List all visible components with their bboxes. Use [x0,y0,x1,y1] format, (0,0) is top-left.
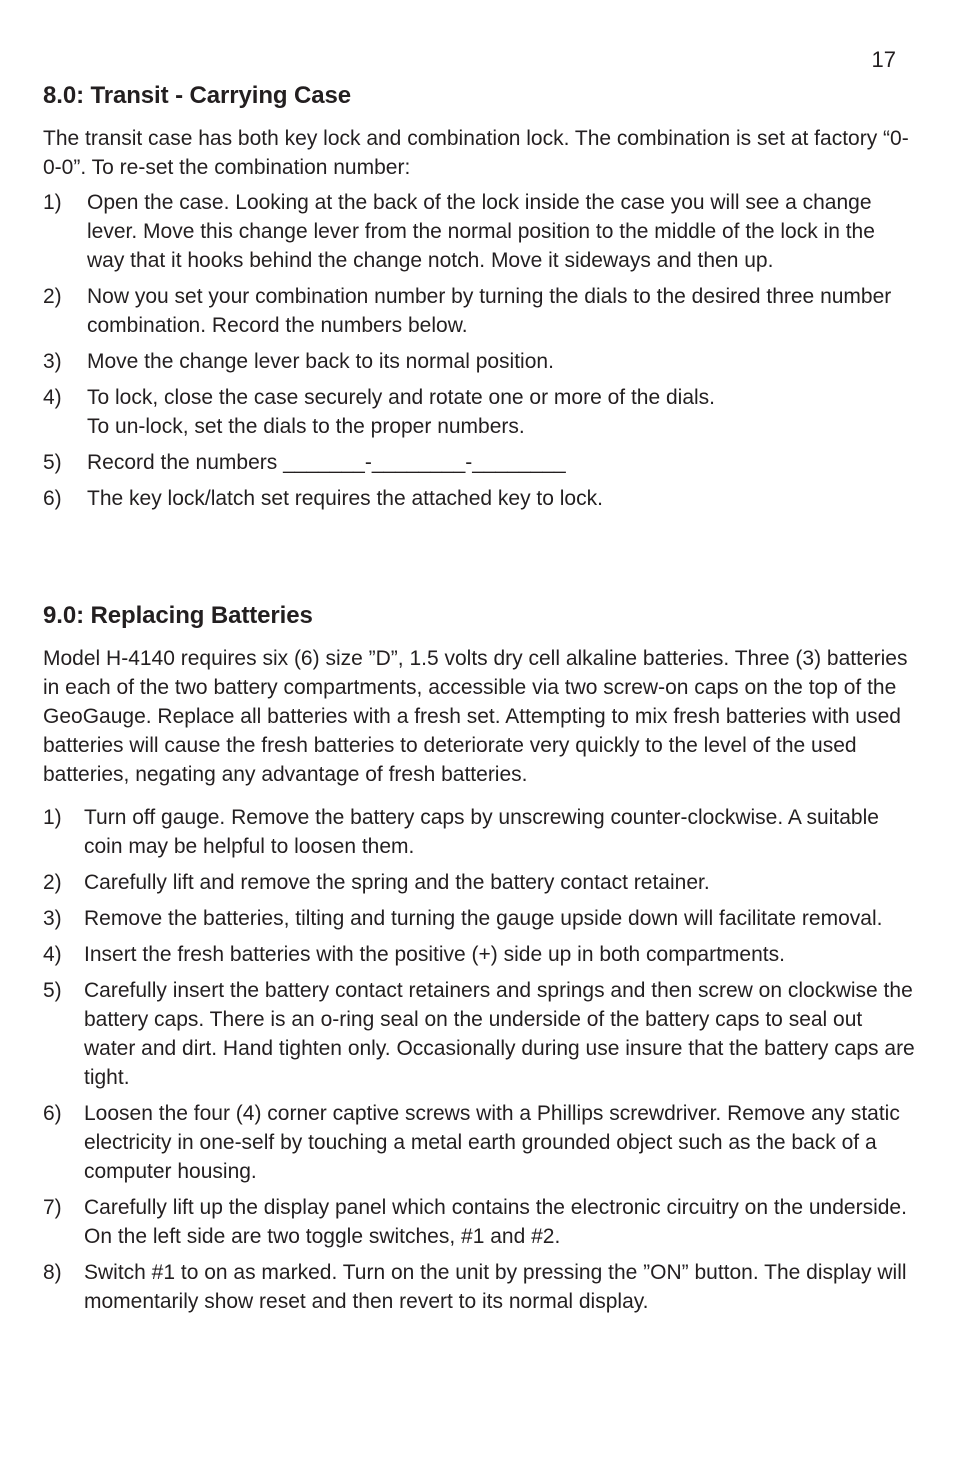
step-text: Record the numbers _______-________-________ [87,451,566,474]
step-text: Turn off gauge. Remove the battery caps by unscrewing counter-clockwise. A suitable coin may be helpful to loosen them. [84,806,879,858]
step-text: Open the case. Looking at the back of the lock inside the case you will see a change lever. Move this change lever from the normal position to the middle of the lock in the way that it hooks behind the change notch. Move it sideways and then up. [87,191,875,272]
list-item [43,1099,915,1186]
step-number: 4) [43,386,62,409]
step-number: 6) [43,487,62,510]
section-intro: The transit case has both key lock and combination lock. The combination is set at factory “0-0-0”. To re-set the combination number: [43,127,909,179]
step-text: Move the change lever back to its normal position. [87,350,554,373]
list-item [43,282,915,340]
step-text: Remove the batteries, tilting and turning the gauge upside down will facilitate removal. [84,907,883,930]
step-number: 8) [43,1261,62,1284]
step-text: Loosen the four (4) corner captive screws with a Phillips screwdriver. Remove any static electricity in one-self by touching a metal earth grounded object such as the back of a computer housing. [84,1102,900,1183]
step-list [43,803,915,1316]
step-text: Switch #1 to on as marked. Turn on the unit by pressing the ”ON” button. The display will momentarily show reset and then revert to its normal display. [84,1261,907,1313]
list-item [43,383,915,441]
step-number: 5) [43,451,62,474]
list-item [43,803,915,861]
step-number: 6) [43,1102,62,1125]
step-number: 1) [43,806,62,829]
section-intro: Model H-4140 requires six (6) size ”D”, 1.5 volts dry cell alkaline batteries. Three (3) batteries in each of the two battery compartments, accessible via two screw-on caps on the top of the GeoGauge. Replace all batteries with a fresh set. Attempting to mix fresh batteries with used batteries will cause the fresh batteries to deteriorate very quickly to the level of the used batteries, negating any advantage of fresh batteries. [43,647,908,786]
list-item [43,448,915,477]
step-text: Now you set your combination number by turning the dials to the desired three number combination. Record the numbers below. [87,285,892,337]
step-number: 2) [43,871,62,894]
step-number: 2) [43,285,62,308]
step-text: Carefully insert the battery contact retainers and springs and then screw on clockwise the battery caps. There is an o-ring seal on the underside of the battery caps to seal out water and dirt. Hand tighten only. Occasionally during use insure that the battery caps are tight. [84,979,915,1089]
list-item [43,1258,915,1316]
list-item [43,868,915,897]
step-text: The key lock/latch set requires the attached key to lock. [87,487,603,510]
section-heading: 9.0: Replacing Batteries [43,602,313,629]
step-number: 3) [43,350,62,373]
list-item [43,484,915,513]
step-text: To lock, close the case securely and rotate one or more of the dials. [87,386,716,409]
section-replacing-batteries [43,600,915,1323]
step-text-group [87,383,915,441]
step-text: Carefully lift and remove the spring and the battery contact retainer. [84,871,710,894]
step-number: 1) [43,191,62,214]
step-number: 7) [43,1196,62,1219]
page-number: 17 [871,47,896,72]
step-number: 3) [43,907,62,930]
step-list [43,188,915,513]
list-item [43,904,915,933]
section-heading: 8.0: Transit - Carrying Case [43,82,351,109]
step-number: 4) [43,943,62,966]
list-item [43,188,915,275]
step-number: 5) [43,979,62,1002]
list-item [43,940,915,969]
step-text: Insert the fresh batteries with the positive (+) side up in both compartments. [84,943,785,966]
step-text-continued: To un-lock, set the dials to the proper numbers. [87,415,525,438]
list-item [43,976,915,1092]
list-item [43,347,915,376]
section-transit-carrying-case [43,80,915,520]
step-text: Carefully lift up the display panel which contains the electronic circuitry on the underside. On the left side are two toggle switches, #1 and #2. [84,1196,907,1248]
list-item [43,1193,915,1251]
